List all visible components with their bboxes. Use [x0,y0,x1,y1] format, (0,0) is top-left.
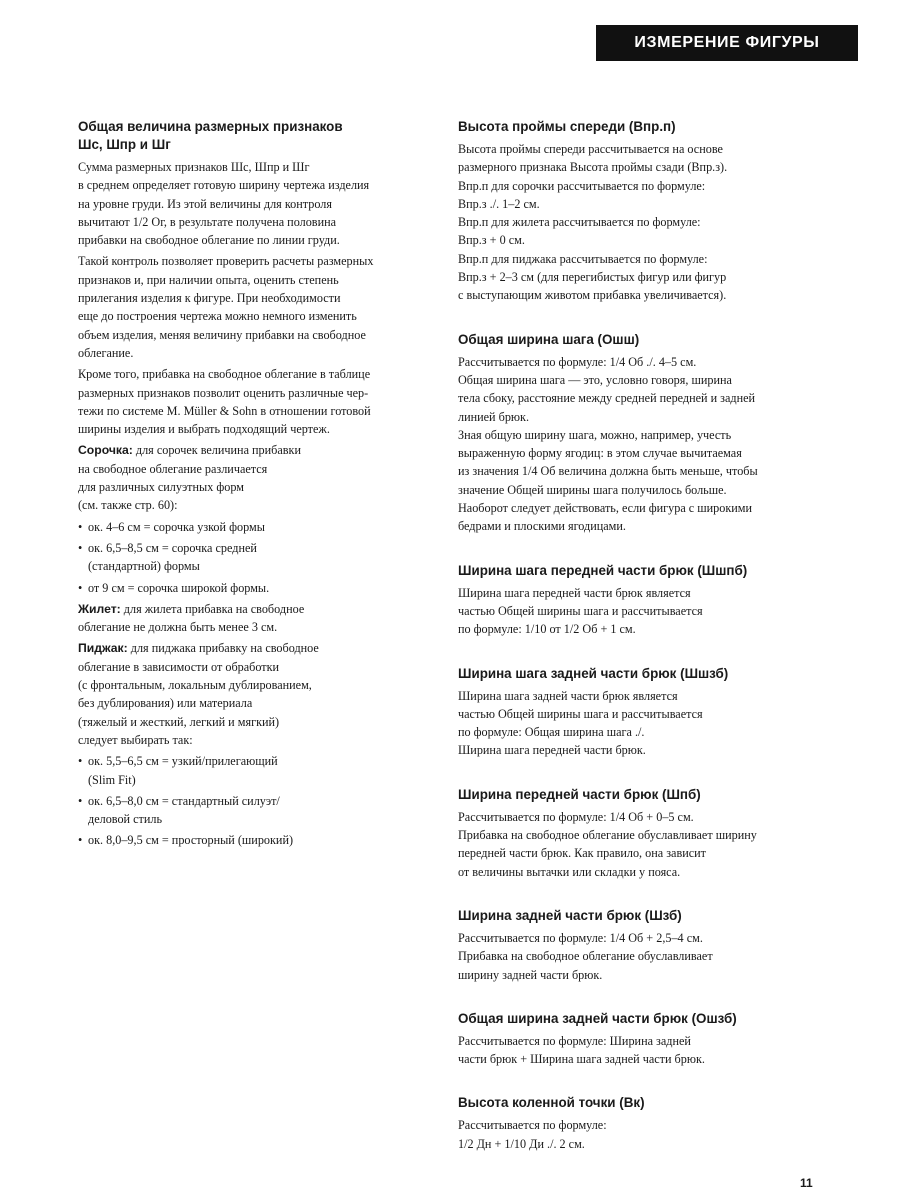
section-front-crotch-width [458,562,810,639]
bullet-icon: • [78,519,83,534]
shirt-text: для сорочек величина прибавки на свободное облегание различается для различных силуэтных форм (см. также стр. 60): [78,443,301,513]
section-text: Ширина шага передней части брюк является частью Общей ширины шага и рассчитывается по формуле: 1/10 от 1/2 Об + 1 см. [458,585,703,637]
bullet-icon: • [78,580,83,595]
page-number: 11 [800,1176,813,1190]
section-title: Общая ширина шага (Ошш) [458,331,640,347]
bullet-icon: • [78,754,83,769]
bullet-item [78,518,423,536]
bullet-text: от 9 см = сорочка широкой формы. [88,580,270,595]
bullet-icon: • [78,540,83,555]
jacket-label: Пиджак: [78,641,128,656]
vest-text: для жилета прибавка на свободное облегание не должна быть менее 3 см. [78,601,305,635]
section-front-trouser-width [458,786,810,881]
section-text: Рассчитывается по формуле: Ширина задней части брюк + Ширина шага задней части брюк. [458,1033,705,1067]
section-back-crotch-width [458,665,810,760]
section-text: Рассчитывается по формуле: 1/4 Об ./. 4–5 см. Общая ширина шага — это, условно говоря, ширина тела сбоку, расстояние между средней передней и задней линией брюк. Зная общую ширину шага, можно, например, учесть выраженную форму ягодиц: в этом случае вычитаемая из значения 1/4 Об величина должна быть меньше, чтобы значение Общей ширины шага получилось больше. Наоборот следует действовать, если фигура с широкими бедрами и плоскими ягодицами. [458,354,758,534]
left-paragraph-2: Такой контроль позволяет проверить расчеты размерных признаков и, при наличии опыта, оценить степень прилегания изделия к фигуре. При необходимости еще до построения чертежа можно немного изменить объем изделия, меняя величину прибавки на свободное облегание. [78,254,374,360]
section-text: Ширина шага задней части брюк является частью Общей ширины шага и рассчитывается по формуле: Общая ширина шага ./. Ширина шага передней части брюк. [458,688,703,758]
bullet-text: ок. 5,5–6,5 см = узкий/прилегающий (Slim Fit) [88,754,278,787]
bullet-item [78,539,423,576]
bullet-item [78,831,423,849]
section-total-crotch-width [458,331,810,536]
bullet-item [78,792,423,829]
section-text: Рассчитывается по формуле: 1/4 Об + 0–5 см. Прибавка на свободное облегание обуславливает ширину передней части брюк. Как правило, она зависит от величины вытачки или складки у пояса. [458,809,757,879]
section-title: Высота коленной точки (Вк) [458,1095,645,1111]
section-armhole-front [458,118,810,305]
bullet-text: ок. 4–6 см = сорочка узкой формы [88,519,265,534]
section-knee-height [458,1094,810,1153]
right-column [458,118,810,1156]
section-total-back-width [458,1010,810,1069]
bullet-item [78,579,423,597]
section-title: Ширина задней части брюк (Шзб) [458,907,682,923]
bullet-icon: • [78,833,83,848]
jacket-text: для пиджака прибавку на свободное облегание в зависимости от обработки (с фронтальным, локальным дублированием, без дублирования) или материала (тяжелый и жесткий, легкий и мягкий) следует выбирать так: [78,641,319,747]
left-paragraph-1: Сумма размерных признаков Шс, Шпр и Шг в среднем определяет готовую ширину чертежа изделия на уровне груди. Из этой величины для контроля вычитают 1/2 Ог, в результате получена половина прибавки на свободное облегание по линии груди. [78,160,370,248]
left-section-title: Общая величина размерных признаков Шс, Шпр и Шг [78,119,343,152]
section-header: ИЗМЕРЕНИЕ ФИГУРЫ [596,25,858,61]
bullet-text: ок. 6,5–8,0 см = стандартный силуэт/ деловой стиль [88,793,280,827]
section-text: Рассчитывается по формуле: 1/4 Об + 2,5–4 см. Прибавка на свободное облегание обуславливает ширину задней части брюк. [458,930,713,982]
section-text: Высота проймы спереди рассчитывается на основе размерного признака Высота проймы сзади (Впр.з). Впр.п для сорочки рассчитывается по формуле: Впр.з ./. 1–2 см. Впр.п для жилета рассчитывается по формуле: Впр.з + 0 см. Впр.п для пиджака рассчитывается по формуле: Впр.з + 2–3 см (для перегибистых фигур или фигур с выступающим животом прибавка увеличивается). [458,142,728,303]
section-title: Высота проймы спереди (Впр.п) [458,119,676,134]
bullet-icon: • [78,793,83,808]
left-paragraph-3: Кроме того, прибавка на свободное облегание в таблице размерных признаков позволит оценить различные чер- тежи по системе M. Müller & Sohn в отношении готовой ширины изделия и выбрать подходящий чертеж. [78,367,371,437]
bullet-text: ок. 8,0–9,5 см = просторный (широкий) [88,833,294,848]
left-column [78,118,423,853]
shirt-entry [78,441,423,514]
section-title: Ширина передней части брюк (Шпб) [458,786,701,802]
section-title: Ширина шага задней части брюк (Шшзб) [458,665,729,681]
section-title: Ширина шага передней части брюк (Шшпб) [458,562,748,578]
bullet-item [78,752,423,789]
vest-entry [78,600,423,637]
section-text: Рассчитывается по формуле: 1/2 Дн + 1/10 Ди ./. 2 см. [458,1118,607,1151]
shirt-label: Сорочка: [78,443,133,458]
section-title: Общая ширина задней части брюк (Ошзб) [458,1010,737,1026]
section-back-trouser-width [458,907,810,984]
jacket-entry [78,639,423,749]
vest-label: Жилет: [78,601,121,616]
bullet-text: ок. 6,5–8,5 см = сорочка средней (стандартной) формы [88,540,257,574]
